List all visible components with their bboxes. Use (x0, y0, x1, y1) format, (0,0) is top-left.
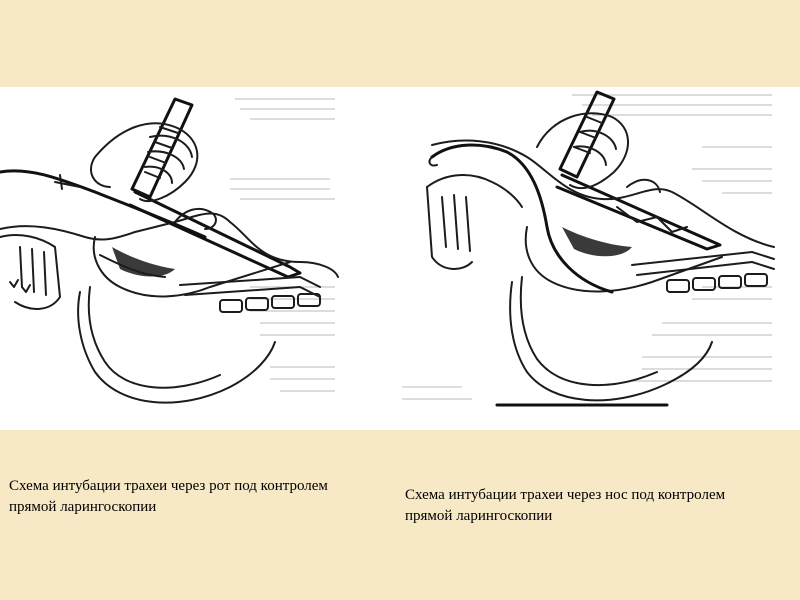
hand-left (0, 235, 60, 309)
caption-oral-intubation: Схема интубации трахеи через рот под контролем прямой ларингоскопии (9, 478, 328, 515)
nasal-tube (430, 145, 612, 292)
hand-left (427, 175, 522, 269)
vertebrae (667, 274, 767, 292)
nasal-intubation-illustration (402, 87, 778, 430)
laryngoscope (130, 99, 300, 277)
airway (510, 252, 774, 400)
oral-intubation-illustration (0, 87, 340, 430)
caption-nasal-intubation: Схема интубации трахеи через нос под контролем прямой ларингоскопии (405, 487, 726, 524)
vertebrae (220, 294, 320, 312)
figure-band (0, 87, 800, 430)
